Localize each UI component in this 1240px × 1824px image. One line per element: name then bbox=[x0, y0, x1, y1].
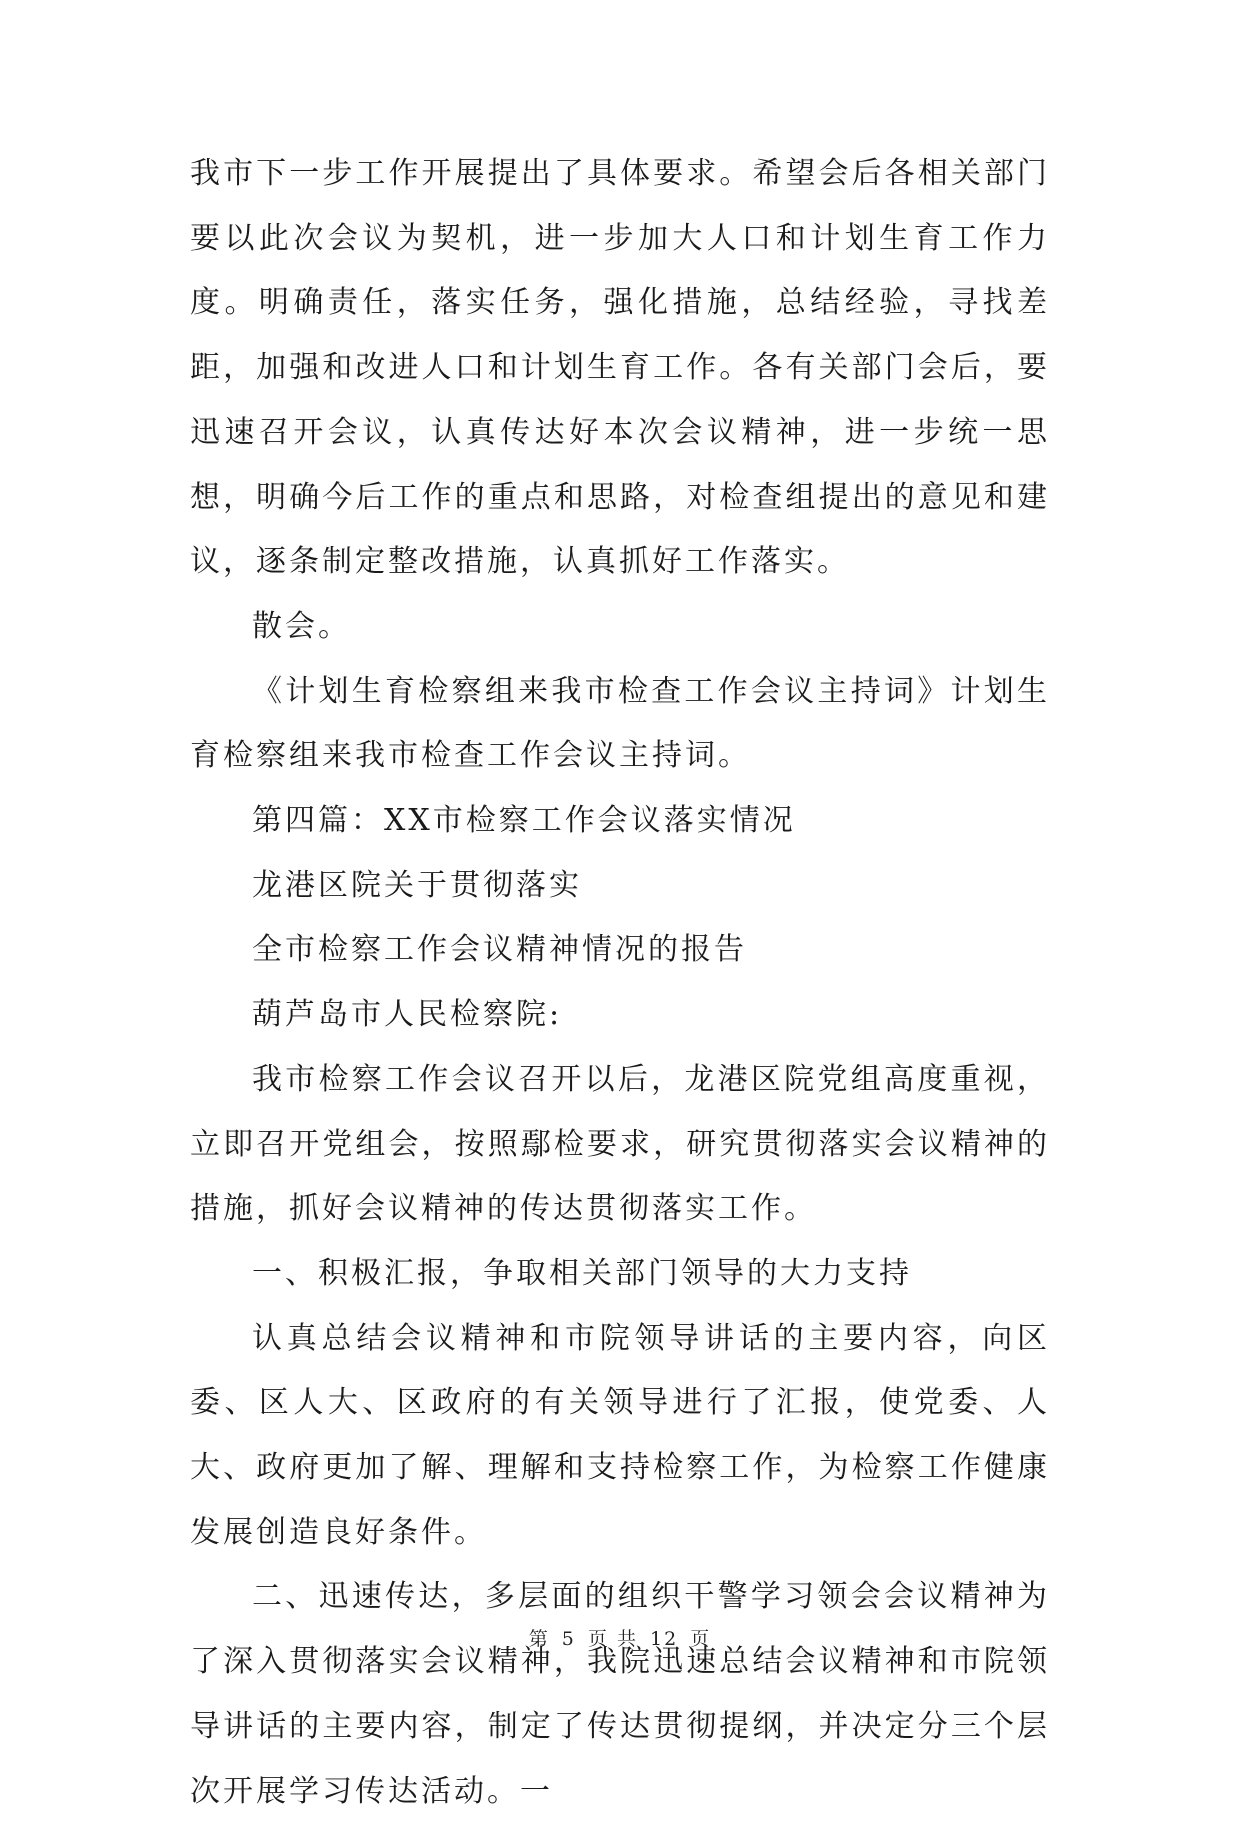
footer-total-pages: 12 bbox=[650, 1628, 679, 1650]
paragraph-transmit: 二、迅速传达，多层面的组织干警学习领会会议精神为了深入贯彻落实会议精神，我院迅速总结会议精神和市院领导讲话的主要内容，制定了传达贯彻提纲，并决定分三个层次开展学习传达活动。一 bbox=[190, 1579, 1050, 1809]
section-heading: 第四篇：XX市检察工作会议落实情况 bbox=[252, 803, 796, 839]
paragraph-report: 认真总结会议精神和市院领导讲话的主要内容，向区委、区人大、区政府的有关领导进行了汇报，使党委、人大、政府更加了解、理解和支持检察工作，为检察工作健康发展创造良好条件。 bbox=[190, 1320, 1050, 1550]
paragraph-adjourn: 散会。 bbox=[252, 608, 351, 644]
report-addressee: 葫芦岛市人民检察院: bbox=[252, 997, 563, 1033]
footer-prefix: 第 bbox=[528, 1628, 550, 1650]
document-body bbox=[190, 142, 1050, 1824]
subheading-one: 一、积极汇报，争取相关部门领导的大力支持 bbox=[252, 1255, 912, 1291]
paragraph-continuation: 我市下一步工作开展提出了具体要求。希望会后各相关部门要以此次会议为契机，进一步加大人口和计划生育工作力度。明确责任，落实任务，强化措施，总结经验，寻找差距，加强和改进人口和计划生育工作。各有关部门会后，要迅速召开会议，认真传达好本次会议精神，进一步统一思想，明确今后工作的重点和思路，对检查组提出的意见和建议，逐条制定整改措施，认真抓好工作落实。 bbox=[190, 156, 1050, 580]
paragraph-title-reference: 《计划生育检察组来我市检查工作会议主持词》计划生育检察组来我市检查工作会议主持词。 bbox=[190, 673, 1050, 774]
footer-middle: 页 共 bbox=[587, 1628, 638, 1650]
page-footer bbox=[0, 1624, 1240, 1651]
report-title-line-2: 全市检察工作会议精神情况的报告 bbox=[252, 932, 747, 968]
footer-suffix: 页 bbox=[690, 1628, 712, 1650]
paragraph-intro: 我市检察工作会议召开以后，龙港区院党组高度重视，立即召开党组会，按照鄢检要求，研究贯彻落实会议精神的措施，抓好会议精神的传达贯彻落实工作。 bbox=[190, 1061, 1050, 1227]
footer-current-page: 5 bbox=[561, 1628, 576, 1650]
report-title-line-1: 龙港区院关于贯彻落实 bbox=[252, 867, 582, 903]
